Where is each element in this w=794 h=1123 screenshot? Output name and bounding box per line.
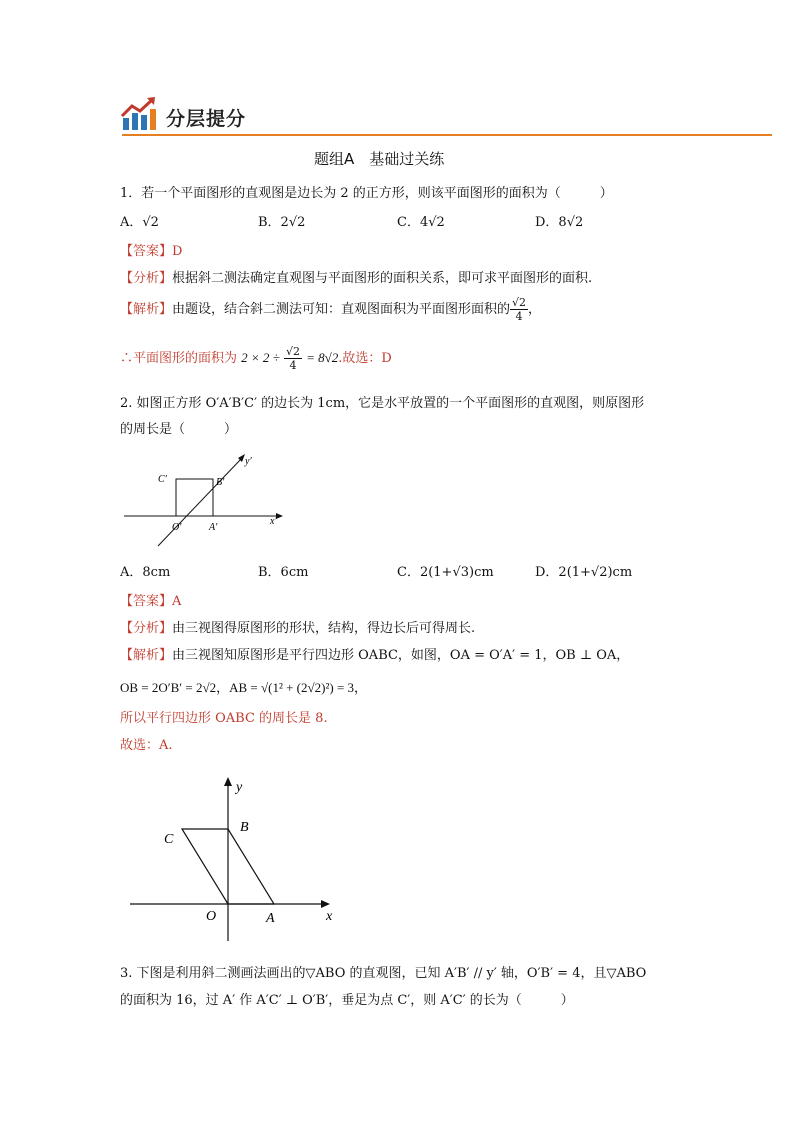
q2-solution-line2: OB = 2O′B′ = 2√2，AB = √(1² + (2√2)²) = 3， (120, 680, 368, 695)
q1-answer-line (120, 240, 182, 259)
fig1-y-axis (158, 458, 242, 546)
q1-answer-label: 【答案】 (120, 244, 173, 259)
q2-answer-value: A (172, 594, 182, 609)
q3-stem-line1: 3. 下图是利用斜二测画法画出的▽ABO 的直观图，已知 A′B′ // y′ 轴，O′B′ = 4，且▽ABO (120, 966, 647, 981)
fig2-label-x: x (326, 909, 333, 924)
q2-analysis-text: 由三视图得原图形的形状，结构，得边长后可得周长. (172, 621, 476, 636)
q2-stem-line1: 2. 如图正方形 O′A′B′C′ 的边长为 1cm，它是水平放置的一个平面图形的直观图，则原图形 (120, 396, 645, 411)
fig2-label-y: y (236, 780, 243, 795)
fig2-x-arrow-icon (321, 900, 330, 908)
header-rule (122, 134, 772, 136)
q2-stem-line2: 的周长是（ ） (120, 422, 238, 437)
q1-stem: 1．若一个平面图形的直观图是边长为 2 的正方形，则该平面图形的面积为（ ） (120, 186, 613, 201)
q1-therefore-suffix: .故选：D (338, 351, 392, 366)
fig1-label-o: O′ (172, 522, 182, 533)
q1-solution-label: 【解析】 (120, 302, 173, 317)
q1-option-d: D．8√2 (535, 215, 584, 230)
group-title: 题组A 基础过关练 (314, 150, 445, 168)
q1-solution-text: 由题设，结合斜二测法可知：直观图面积为平面图形面积的 (172, 302, 511, 317)
q1-therefore-frac-num: √2 (285, 345, 300, 358)
fig2-label-b: B (240, 820, 249, 835)
q2-solution-label: 【解析】 (120, 648, 173, 663)
q2-solution-line4: 故选：A. (120, 738, 173, 753)
q1-solution-fraction (510, 296, 528, 323)
q1-option-b: B．2√2 (258, 215, 306, 230)
q1-solution-frac-den: 4 (515, 310, 523, 323)
q1-analysis-label: 【分析】 (120, 271, 173, 286)
q2-solution-line1 (120, 644, 629, 663)
fig1-label-x: x′ (270, 516, 277, 527)
q2-analysis-label: 【分析】 (120, 621, 173, 636)
fig1-label-a: A′ (209, 522, 218, 533)
q1-therefore-line (120, 345, 392, 372)
q2-answer-line (120, 590, 181, 609)
rising-chart-logo-icon (120, 96, 158, 132)
q1-solution-end: ， (528, 302, 542, 317)
q2-option-d: D．2(1+√2)cm (535, 565, 633, 580)
fig2-label-a: A (266, 911, 275, 926)
q2-option-c: C．2(1+√3)cm (397, 565, 494, 580)
q1-solution-line (120, 296, 541, 323)
fig2-label-c: C (164, 832, 174, 847)
q2-answer-label: 【答案】 (120, 594, 173, 609)
q1-therefore-expr-a: 2 × 2 ÷ (241, 350, 280, 365)
fig2-label-o: O (206, 909, 217, 924)
q2-figure-oblique-square (120, 448, 290, 548)
q2-solution-line3: 所以平行四边形 OABC 的周长是 8. (120, 711, 328, 726)
fig2-y-arrow-icon (224, 777, 232, 786)
fig1-label-b: B′ (216, 477, 225, 488)
q1-therefore-frac-den: 4 (289, 359, 297, 372)
fig1-x-arrow-icon (276, 513, 283, 519)
q1-solution-frac-num: √2 (512, 296, 527, 309)
q1-analysis-line (120, 267, 592, 286)
q2-option-b: B．6cm (258, 565, 309, 580)
fig1-label-c: C′ (158, 474, 167, 485)
fig1-label-y: y′ (245, 456, 252, 467)
q1-option-a: A．√2 (120, 215, 159, 230)
q1-answer-value: D (172, 244, 183, 259)
q2-figure-parallelogram (124, 773, 344, 943)
fig1-square (176, 479, 213, 516)
q2-analysis-line (120, 617, 475, 636)
q1-analysis-text: 根据斜二测法确定直观图与平面图形的面积关系，即可求平面图形的面积. (172, 271, 593, 286)
q2-option-a: A．8cm (120, 565, 171, 580)
q1-therefore-fraction (284, 345, 302, 372)
header-title: 分层提分 (166, 108, 247, 130)
q1-therefore-expr-b: = 8√2 (306, 350, 339, 365)
q2-solution-text1: 由三视图知原图形是平行四边形 OABC，如图，OA = O′A′ = 1，OB ⊥ OA， (172, 648, 630, 663)
q1-option-c: C．4√2 (397, 215, 445, 230)
q3-stem-line2: 的面积为 16，过 A′ 作 A′C′ ⊥ O′B′，垂足为点 C′，则 A′C′ 的长为（ ） (120, 993, 574, 1008)
q1-therefore-prefix: ∴平面图形的面积为 (120, 351, 238, 366)
